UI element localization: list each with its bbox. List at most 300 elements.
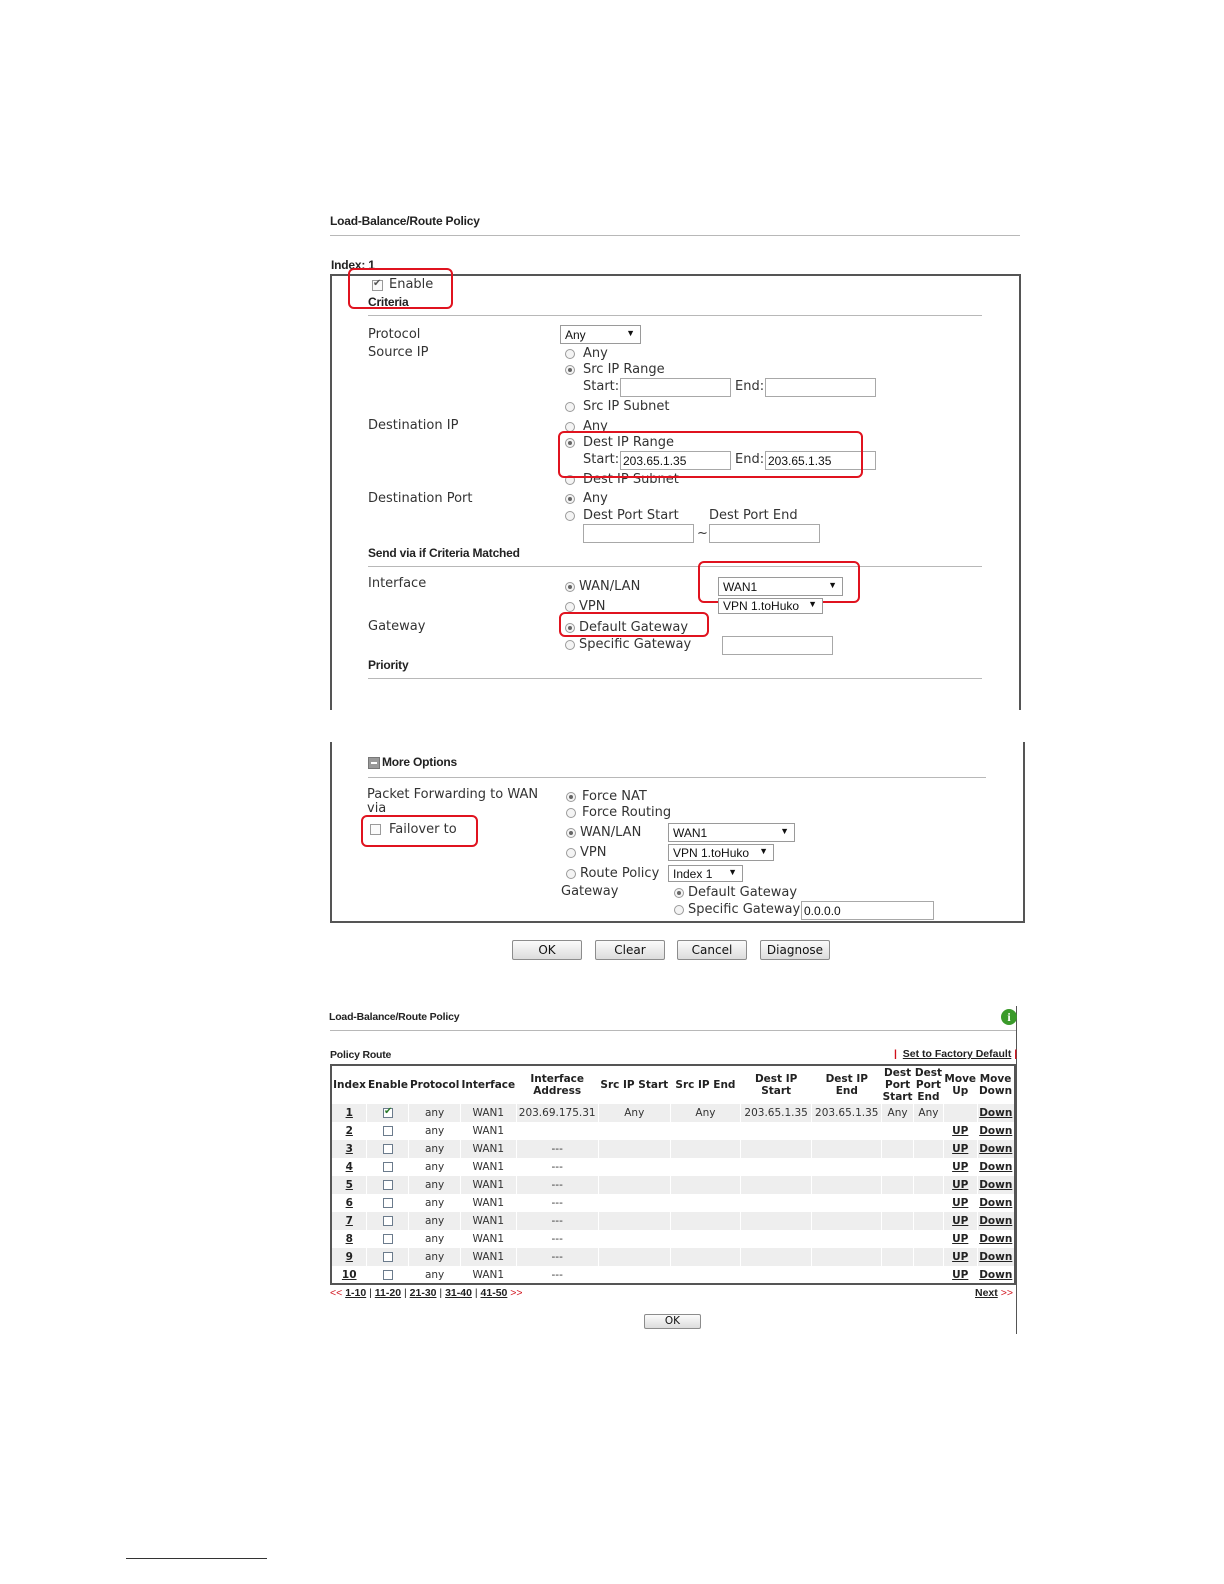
move-up-link[interactable]: UP [952,1251,969,1263]
cell-interface: WAN1 [460,1194,516,1212]
cell-dest-port-end [913,1158,943,1176]
cell-src-ip-start [598,1158,670,1176]
cell-interface: WAN1 [460,1158,516,1176]
cell-dest-ip-end [812,1158,882,1176]
cell-protocol: any [409,1212,460,1230]
cell-move-down [977,1212,1015,1230]
src-any-radio[interactable] [565,349,575,359]
port-end-input[interactable] [709,524,820,543]
cell-protocol: any [409,1266,460,1284]
cell-dest-ip-start [740,1230,812,1248]
cell-src-ip-end [670,1194,740,1212]
cell-dest-port-start [882,1176,914,1194]
index-link[interactable]: 10 [341,1268,357,1281]
th-dest-port-end: Dest Port End [914,1067,942,1103]
list-ok-button[interactable]: OK [644,1314,701,1329]
src-any-label: Any [583,346,608,361]
row-enable-checkbox[interactable] [383,1216,393,1226]
index-link[interactable]: 2 [345,1125,353,1137]
priority-title: Priority [368,658,409,672]
cell-move-down [977,1248,1015,1266]
port-end-label: Dest Port End [709,508,798,523]
move-down-link[interactable]: Down [979,1179,1013,1191]
th-enable: Enable [367,1079,408,1091]
diagnose-button[interactable]: Diagnose [760,940,830,960]
cell-enable [367,1230,409,1248]
cell-interface-address [516,1122,598,1140]
fo-route-policy-radio[interactable] [566,869,576,879]
th-index: Index [333,1079,366,1091]
table-row [331,1122,1015,1140]
pkt-fwd-label: Packet Forwarding to WAN via [367,788,539,816]
cell-dest-port-end [913,1248,943,1266]
cell-src-ip-start [598,1266,670,1284]
move-down-link[interactable]: Down [979,1233,1013,1245]
cell-dest-port-end [913,1140,943,1158]
index-link[interactable]: 4 [345,1161,353,1173]
cell-protocol: any [409,1230,460,1248]
row-enable-checkbox[interactable] [383,1252,393,1262]
cell-src-ip-end [670,1212,740,1230]
index-link[interactable]: 5 [345,1179,353,1191]
row-enable-checkbox[interactable] [383,1126,393,1136]
src-start-label: Start: [583,379,620,394]
fo-route-value: Index 1 [673,867,713,881]
cell-protocol: any [409,1194,460,1212]
cell-dest-ip-end [812,1212,882,1230]
dest-end-input[interactable]: 203.65.1.35 [765,451,876,470]
th-dest-port-start: Dest Port Start [882,1067,913,1103]
row-enable-checkbox[interactable] [383,1108,393,1118]
cell-dest-ip-end: 203.65.1.35 [812,1104,882,1122]
dest-subnet-label: Dest IP Subnet [583,472,679,487]
move-down-link[interactable]: Down [979,1251,1013,1263]
fo-specific-gateway-input[interactable]: 0.0.0.0 [801,901,934,920]
th-dest-ip-start: Dest IP Start [754,1073,798,1097]
form-title: Load-Balance/Route Policy [330,214,480,228]
cell-move-down [977,1122,1015,1140]
cell-dest-port-end [913,1176,943,1194]
table-header-row [331,1065,1015,1104]
cell-move-up [943,1140,977,1158]
cell-move-up [943,1266,977,1284]
cell-dest-ip-start [740,1122,812,1140]
cell-move-up [943,1230,977,1248]
default-gateway-label: Default Gateway [579,620,689,635]
table-row [331,1248,1015,1266]
cell-index [331,1266,367,1284]
cell-dest-port-start [882,1122,914,1140]
cell-src-ip-end [670,1176,740,1194]
cell-move-down [977,1158,1015,1176]
cell-protocol: any [409,1104,460,1122]
cell-src-ip-end: Any [670,1104,740,1122]
protocol-value: Any [565,328,586,342]
move-down-link[interactable]: Down [979,1268,1013,1281]
src-subnet-label: Src IP Subnet [583,399,670,414]
interface-label: Interface [368,576,427,591]
cell-interface-address: --- [516,1176,598,1194]
port-range-radio[interactable] [565,511,575,521]
cell-interface: WAN1 [460,1212,516,1230]
cell-interface: WAN1 [460,1248,516,1266]
cell-dest-ip-start [740,1212,812,1230]
cell-src-ip-end [670,1122,740,1140]
cell-enable [367,1176,409,1194]
more-options-title[interactable]: More Options [382,755,457,769]
cell-dest-port-start [882,1194,914,1212]
page-link-3[interactable]: 21-30 [409,1287,437,1299]
protocol-label: Protocol [368,327,421,342]
src-subnet-radio[interactable] [565,402,575,412]
highlight-dest-range [558,431,863,478]
row-enable-checkbox[interactable] [383,1234,393,1244]
cell-index [331,1230,367,1248]
highlight-default-gateway [559,612,709,637]
table-row [331,1266,1015,1284]
dest-port-label: Destination Port [368,491,473,506]
page-link-4[interactable]: 31-40 [445,1287,472,1299]
cell-src-ip-start [598,1212,670,1230]
cell-protocol: any [409,1248,460,1266]
cell-move-up [943,1122,977,1140]
highlight-failover [361,815,478,847]
criteria-title: Criteria [368,295,409,309]
protocol-select[interactable] [560,325,641,344]
th-interface: Interface [461,1079,516,1091]
table-row [331,1194,1015,1212]
fo-default-gateway-label: Default Gateway [688,885,798,900]
cell-src-ip-end [670,1248,740,1266]
cell-dest-port-start [882,1266,914,1284]
cell-dest-ip-start [740,1140,812,1158]
th-move-down: Move Down [978,1073,1013,1097]
dest-end-label: End: [735,452,765,467]
fo-wan-lan-radio[interactable] [566,828,576,838]
index-link[interactable]: 8 [345,1233,353,1245]
cell-move-down [977,1140,1015,1158]
force-routing-label: Force Routing [582,805,672,820]
info-icon[interactable]: i [1001,1009,1017,1025]
cell-interface-address: 203.69.175.31 [516,1104,598,1122]
list-title-divider [330,1030,1016,1031]
fo-vpn-select[interactable] [668,844,774,861]
src-start-input[interactable] [620,378,731,397]
cancel-button[interactable]: Cancel [677,940,747,960]
cell-index [331,1104,367,1122]
port-any-radio[interactable] [565,494,575,504]
cell-dest-port-start [882,1212,914,1230]
row-enable-checkbox[interactable] [383,1270,393,1280]
cell-move-up [943,1194,977,1212]
cell-dest-ip-end [812,1122,882,1140]
cell-interface-address: --- [516,1194,598,1212]
page-link-5[interactable]: 41-50 [480,1287,508,1299]
cell-move-up [943,1212,977,1230]
cell-protocol: any [409,1122,460,1140]
index-label: Index: 1 [331,258,375,272]
src-range-radio[interactable] [565,365,575,375]
cell-enable [367,1122,409,1140]
th-interface-address: Interface Address [530,1073,585,1097]
page-link-2[interactable]: 11-20 [374,1287,402,1299]
dest-start-input[interactable]: 203.65.1.35 [620,451,731,470]
cell-move-up [943,1176,977,1194]
cell-dest-port-start [882,1248,914,1266]
dest-range-label: Dest IP Range [583,435,675,450]
triangle-down-icon: ▼ [828,580,837,590]
cell-dest-ip-end [812,1266,882,1284]
cell-dest-port-end [913,1212,943,1230]
cell-index [331,1176,367,1194]
cell-move-down [977,1104,1015,1122]
fo-wan-value: WAN1 [673,826,708,840]
index-link[interactable]: 6 [345,1197,353,1209]
cell-src-ip-end [670,1140,740,1158]
move-down-link[interactable]: Down [979,1107,1013,1119]
cell-src-ip-end [670,1266,740,1284]
move-down-link[interactable]: Down [979,1125,1013,1137]
cell-enable [367,1140,409,1158]
cell-interface: WAN1 [460,1122,516,1140]
table-row [331,1176,1015,1194]
index-link[interactable]: 1 [345,1107,353,1119]
cell-move-down [977,1194,1015,1212]
pager-next-arrows-2[interactable]: >> [1000,1287,1013,1299]
th-src-ip-end: Src IP End [675,1079,736,1091]
cell-dest-ip-start [740,1266,812,1284]
move-up-link[interactable]: UP [952,1268,969,1281]
port-start-label: Dest Port Start [583,508,679,523]
priority-divider [368,678,982,679]
cell-move-down [977,1266,1015,1284]
cell-protocol: any [409,1176,460,1194]
vpn-label: VPN [579,599,606,614]
fo-vpn-label: VPN [580,845,607,860]
cell-index [331,1140,367,1158]
move-up-link[interactable]: UP [952,1143,969,1155]
table-row [331,1158,1015,1176]
port-any-label: Any [583,491,608,506]
cell-src-ip-start: Any [598,1104,670,1122]
cell-interface-address: --- [516,1140,598,1158]
page-link-1[interactable]: 1-10 [345,1287,367,1299]
row-enable-checkbox[interactable] [383,1144,393,1154]
factory-default-link[interactable]: Set to Factory Default [902,1048,1012,1060]
fo-wan-select[interactable] [668,823,795,842]
cell-dest-ip-start [740,1248,812,1266]
cell-dest-port-start [882,1140,914,1158]
dest-any-label: Any [583,419,608,434]
footnote-rule [126,1558,267,1559]
fo-route-select[interactable] [668,865,743,882]
pager-next-wrap [975,1287,1013,1299]
policy-table [330,1064,1016,1285]
list-title: Load-Balance/Route Policy [329,1011,460,1023]
src-range-label: Src IP Range [583,362,665,377]
row-enable-checkbox[interactable] [383,1162,393,1172]
cell-dest-ip-end [812,1194,882,1212]
move-up-link[interactable]: UP [952,1125,969,1137]
triangle-down-icon: ▼ [626,328,635,338]
th-dest-ip-end: Dest IP End [825,1073,868,1097]
cell-dest-ip-end [812,1140,882,1158]
table-row [331,1140,1015,1158]
cell-move-up [943,1248,977,1266]
cell-index [331,1122,367,1140]
move-down-link[interactable]: Down [979,1143,1013,1155]
cell-dest-port-end [913,1122,943,1140]
fo-default-gateway-radio[interactable] [674,888,684,898]
th-protocol: Protocol [409,1079,460,1091]
cell-dest-ip-end [812,1230,882,1248]
move-down-link[interactable]: Down [979,1161,1013,1173]
specific-gateway-input[interactable] [722,636,833,655]
triangle-down-icon: ▼ [728,867,737,877]
move-up-link[interactable]: UP [952,1161,969,1173]
move-down-link[interactable]: Down [979,1215,1013,1227]
row-enable-checkbox[interactable] [383,1180,393,1190]
cell-enable [367,1158,409,1176]
fo-specific-gateway-radio[interactable] [674,905,684,915]
cell-interface: WAN1 [460,1176,516,1194]
wan-lan-label: WAN/LAN [579,579,641,594]
vpn-select[interactable] [718,598,823,614]
cell-interface: WAN1 [460,1104,516,1122]
dest-ip-label: Destination IP [368,418,459,433]
fo-route-policy-label: Route Policy [580,866,660,881]
cell-dest-port-end: Any [913,1104,943,1122]
force-routing-radio[interactable] [566,808,576,818]
cell-dest-ip-end [812,1248,882,1266]
src-end-label: End: [735,379,765,394]
pager-next-arrows[interactable]: >> [510,1287,523,1299]
port-tilde: ~ [697,526,708,541]
cell-src-ip-start [598,1176,670,1194]
cell-src-ip-start [598,1194,670,1212]
move-up-link[interactable]: UP [952,1197,969,1209]
cell-dest-port-end [913,1230,943,1248]
cell-interface-address: --- [516,1158,598,1176]
wan-lan-radio[interactable] [565,582,575,592]
cell-dest-ip-end [812,1176,882,1194]
index-link[interactable]: 3 [345,1143,353,1155]
cell-enable [367,1194,409,1212]
triangle-down-icon: ▼ [759,846,768,856]
cell-src-ip-end [670,1158,740,1176]
cell-interface-address: --- [516,1230,598,1248]
more-options-divider [368,777,986,778]
gateway-label: Gateway [368,619,426,634]
cell-index [331,1158,367,1176]
cell-dest-port-end [913,1266,943,1284]
fo-gateway-label: Gateway [561,884,619,899]
source-ip-label: Source IP [368,345,429,360]
cell-src-ip-start [598,1248,670,1266]
th-src-ip-start: Src IP Start [600,1079,669,1091]
fo-specific-gateway-label: Specific Gateway [688,902,801,917]
policy-route-label: Policy Route [330,1049,392,1061]
port-start-input[interactable] [583,524,694,543]
cell-dest-ip-start: 203.65.1.35 [740,1104,812,1122]
cell-interface-address: --- [516,1212,598,1230]
cell-enable [367,1266,409,1284]
pager: << 1-10 | 11-20 | 21-30 | 31-40 | 41-50 >> [330,1287,523,1299]
index-link[interactable]: 9 [345,1251,353,1263]
cell-interface-address: --- [516,1266,598,1284]
cell-move-down [977,1176,1015,1194]
fo-wan-lan-label: WAN/LAN [580,825,642,840]
triangle-down-icon: ▼ [780,826,789,836]
cell-interface: WAN1 [460,1140,516,1158]
highlight-enable [348,268,453,309]
send-via-divider [368,566,982,567]
row-enable-checkbox[interactable] [383,1198,393,1208]
cell-protocol: any [409,1158,460,1176]
cell-move-up [943,1104,977,1122]
cell-enable [367,1212,409,1230]
cell-dest-ip-start [740,1194,812,1212]
cell-enable [367,1104,409,1122]
table-row [331,1212,1015,1230]
move-up-link[interactable]: UP [952,1179,969,1191]
criteria-divider [368,315,982,316]
cell-protocol: any [409,1140,460,1158]
force-nat-radio[interactable] [566,792,576,802]
enable-label: Enable [389,277,434,292]
force-nat-label: Force NAT [582,789,647,804]
cell-dest-port-start: Any [882,1104,914,1122]
src-end-input[interactable] [765,378,876,397]
specific-gateway-label: Specific Gateway [579,637,692,652]
title-divider [330,235,1020,236]
move-up-link[interactable]: UP [952,1215,969,1227]
send-via-title: Send via if Criteria Matched [368,546,520,560]
move-down-link[interactable]: Down [979,1197,1013,1209]
factory-default-wrap: | Set to Factory Default | [894,1048,1018,1060]
cell-enable [367,1248,409,1266]
cell-interface: WAN1 [460,1266,516,1284]
table-row [331,1104,1015,1122]
clear-button[interactable]: Clear [595,940,665,960]
cell-src-ip-start [598,1122,670,1140]
dest-start-label: Start: [583,452,620,467]
highlight-interface [698,561,860,603]
cell-dest-ip-start [740,1176,812,1194]
cell-src-ip-start [598,1230,670,1248]
failover-label: Failover to [389,822,457,837]
minus-box-icon[interactable] [368,757,380,769]
vpn-radio[interactable] [565,602,575,612]
pager-prev[interactable]: << [330,1287,343,1299]
table-row [331,1230,1015,1248]
specific-gateway-radio[interactable] [565,640,575,650]
cell-interface: WAN1 [460,1230,516,1248]
vpn-value: VPN 1.toHuko [723,599,800,613]
cell-index [331,1212,367,1230]
ok-button[interactable]: OK [512,940,582,960]
cell-dest-port-end [913,1194,943,1212]
pager-next-link[interactable]: Next [975,1287,998,1299]
cell-dest-port-start [882,1158,914,1176]
triangle-down-icon: ▼ [808,599,817,609]
index-link[interactable]: 7 [345,1215,353,1227]
move-up-link[interactable]: UP [952,1233,969,1245]
cell-move-up [943,1158,977,1176]
cell-src-ip-end [670,1230,740,1248]
th-move-up: Move Up [944,1073,977,1097]
fo-vpn-radio[interactable] [566,848,576,858]
